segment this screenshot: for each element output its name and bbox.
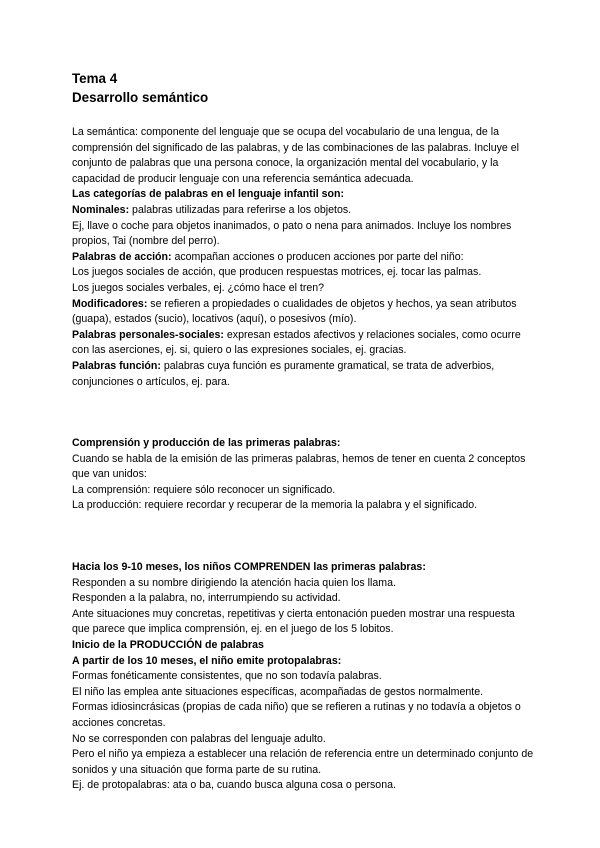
nominales-text: palabras utilizadas para referirse a los objetos. [129, 203, 352, 216]
meses-line3: Ante situaciones muy concretas, repetitivas y cierta entonación pueden mostrar una respuesta que parece que implica comprensión, ej. en el juego de los 5 lobitos. [72, 607, 515, 636]
accion-line3: Los juegos sociales verbales, ej. ¿cómo hace el tren? [72, 281, 325, 294]
document-title-line2: Desarrollo semántico [72, 89, 209, 105]
personales-paragraph [72, 328, 534, 359]
spacer [72, 390, 534, 436]
nominales-paragraph [72, 203, 534, 219]
modificadores-paragraph [72, 297, 534, 328]
meses-line4: Formas fonéticamente consistentes, que no son todavía palabras. [72, 670, 382, 683]
produccion-heading: Inicio de la PRODUCCIÓN de palabras [72, 639, 264, 652]
modificadores-label: Modificadores: [72, 297, 148, 310]
funcion-text: palabras cuya función es puramente gramatical, se trata de adverbios, conjunciones o artículos, ej. para. [72, 359, 495, 388]
personales-text: expresan estados afectivos y relaciones sociales, como ocurre con las aserciones, ej. si, quiero o las expresiones sociales, ej. gracias. [72, 328, 521, 357]
accion-text: acompañan acciones o producen acciones por parte del niño: [171, 250, 464, 263]
accion-label: Palabras de acción: [72, 250, 172, 263]
meses-line9: Ej. de protopalabras: ata o ba, cuando busca alguna cosa o persona. [72, 779, 396, 792]
accion-paragraph [72, 250, 534, 266]
meses-line2: Responden a la palabra, no, interrumpiendo su actividad. [72, 592, 341, 605]
comprension-line2: La comprensión: requiere sólo reconocer un significado. [72, 483, 336, 496]
meses-line1: Responden a su nombre dirigiendo la atención hacia quien los llama. [72, 576, 396, 589]
nominales-example: Ej, llave o coche para objetos inanimados, o pato o nena para animados. Incluye los nombres propios, Tai (nombre del perro). [72, 219, 512, 248]
document-page [72, 70, 534, 794]
comprension-line1: Cuando se habla de la emisión de las primeras palabras, hemos de tener en cuenta 2 conceptos que van unidos: [72, 452, 526, 481]
nominales-label: Nominales: [72, 203, 130, 216]
spacer [72, 514, 534, 560]
protopalabras-heading: A partir de los 10 meses, el niño emite protopalabras: [72, 654, 342, 667]
title-block [72, 70, 534, 107]
comprension-heading: Comprensión y producción de las primeras palabras: [72, 437, 341, 450]
funcion-label: Palabras función: [72, 359, 161, 372]
funcion-paragraph [72, 359, 534, 390]
meses-line6: Formas idiosincrásicas (propias de cada niño) que se refieren a rutinas y no todavía a objetos o acciones concretas. [72, 701, 521, 729]
meses-line5: El niño las emplea ante situaciones específicas, acompañadas de gestos normalmente. [72, 685, 484, 698]
comprension-line3: La producción: requiere recordar y recuperar de la memoria la palabra y el significado. [72, 499, 478, 512]
intro-paragraph: La semántica: componente del lenguaje que se ocupa del vocabulario de una lengua, de la comprensión del significado de las palabras, y de las combinaciones de las palabras. Incluye el conjunto de palabras que una persona conoce, la organización mental del vocabulario, y la capacidad de producir lenguaje con una referencia semántica adecuada. [72, 126, 519, 185]
document-title-line1: Tema 4 [72, 71, 118, 86]
personales-label: Palabras personales-sociales: [72, 328, 224, 341]
meses-heading: Hacia los 9-10 meses, los niños COMPRENDEN las primeras palabras: [72, 561, 426, 574]
modificadores-text: se refieren a propiedades o cualidades de objetos y hechos, ya sean atributos (guapa), estados (sucio), locativos (aquí), o posesivos (mío). [72, 297, 517, 326]
meses-line7: No se corresponden con palabras del lenguaje adulto. [72, 732, 326, 745]
meses-line8: Pero el niño ya empieza a establecer una relación de referencia entre un determinado conjunto de sonidos y una situación que forma parte de su rutina. [72, 748, 534, 776]
accion-line2: Los juegos sociales de acción, que producen respuestas motrices, ej. tocar las palmas. [72, 266, 482, 279]
categories-heading: Las categorías de palabras en el lenguaje infantil son: [72, 188, 344, 201]
